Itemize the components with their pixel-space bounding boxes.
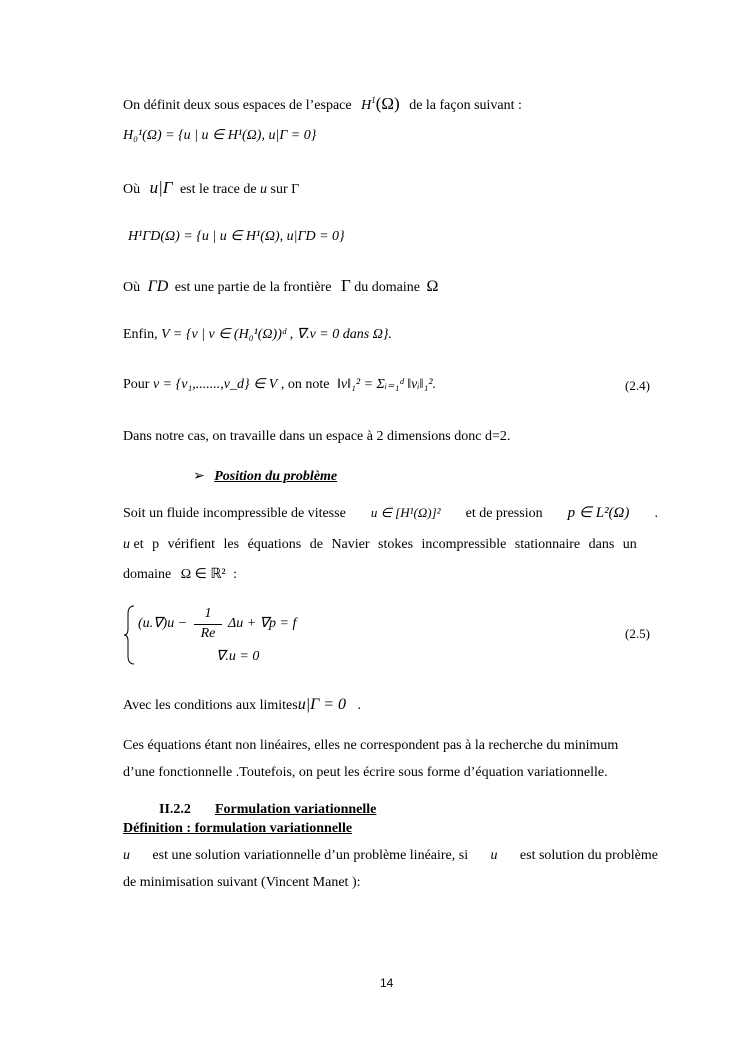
- ou-label: Où: [123, 182, 141, 197]
- system-brace: [122, 604, 136, 671]
- equation-h10: H₀¹(Ω) = {u | u ∈ H¹(Ω), u|Γ = 0}: [123, 128, 317, 143]
- definition-label: Définition :: [123, 821, 192, 836]
- paragraph-gamma-d: [123, 276, 438, 296]
- paragraph-enfin: [123, 326, 392, 343]
- omega-paren: (Ω): [375, 94, 400, 113]
- equation-number-2-5: (2.5): [625, 626, 650, 641]
- period-2: .: [357, 698, 362, 713]
- system-frac-den: Re: [200, 626, 216, 641]
- ou-label-2: Où: [123, 280, 141, 295]
- section-position: [193, 468, 337, 485]
- equation-domain: Ω ∈ ℝ²: [180, 567, 226, 582]
- fluide-text: Soit un fluide incompressible de vitesse: [123, 506, 346, 521]
- u-symbol-3: u: [123, 848, 130, 863]
- u-symbol-4: u: [490, 848, 498, 863]
- enfin-label: Enfin,: [123, 327, 158, 342]
- solution-text-b: est solution du problème: [519, 848, 658, 863]
- equation-p-space: p ∈ L²(Ω): [567, 505, 630, 521]
- equation-boundary: u|Γ = 0: [297, 696, 347, 713]
- system-line-2: ∇.u = 0: [216, 649, 260, 664]
- paragraph-nonlinear-1: Ces équations étant non linéaires, elles ne correspondent pas à la recherche du minimum: [123, 738, 619, 753]
- colon: :: [233, 567, 237, 582]
- u-symbol-2: u: [123, 537, 130, 552]
- u-symbol: u: [260, 182, 268, 197]
- system-line-1-b: Δu + ∇p = f: [228, 616, 297, 631]
- trace-text: est le trace de: [179, 182, 257, 197]
- frontiere-text: est une partie de la frontière: [174, 280, 332, 295]
- paragraph-solution: [123, 848, 658, 864]
- domaine-text: du domaine: [354, 280, 420, 295]
- definition-title: formulation variationnelle: [194, 821, 353, 836]
- equation-v-set: v = {v₁,.......,v_d} ∈ V: [152, 377, 278, 392]
- navier-text: et p vérifient les équations de Navier stokes incompressible stationnaire dans un: [133, 537, 637, 552]
- paragraph-intro: [123, 94, 522, 114]
- omega-symbol: Ω: [426, 278, 439, 295]
- paragraph-conditions: [123, 696, 361, 714]
- paragraph-navier: [123, 537, 658, 553]
- equation-v: V = {v | v ∈ (H₀¹(Ω))ᵈ , ∇.v = 0 dans Ω}.: [161, 327, 392, 342]
- page-number: 14: [380, 976, 394, 990]
- section-222-number: II.2.2: [159, 802, 191, 817]
- intro-text-end: de la façon suivant :: [409, 98, 522, 113]
- equation-number-2-4: (2.4): [625, 378, 650, 393]
- paragraph-pour: [123, 376, 436, 393]
- definition-heading: [123, 821, 352, 837]
- paragraph-trace: [123, 178, 299, 198]
- paragraph-fluide: [123, 503, 658, 522]
- section-222-title: Formulation variationnelle: [215, 802, 377, 817]
- sur-gamma: sur Γ: [270, 182, 300, 197]
- equation-h1gd: H¹ΓD(Ω) = {u | u ∈ H¹(Ω), u|ΓD = 0}: [128, 229, 345, 244]
- solution-text-a: est une solution variationnelle d’un problème linéaire, si: [152, 848, 469, 863]
- u-gamma-symbol: u|Γ: [149, 178, 173, 197]
- paragraph-domaine: [123, 566, 237, 583]
- gamma-d-symbol: ΓD: [147, 278, 169, 295]
- arrow-bullet-icon: ➢: [193, 469, 205, 484]
- pour-label: Pour: [123, 377, 150, 392]
- pression-text: et de pression: [465, 506, 543, 521]
- note-text: , on note: [280, 377, 330, 392]
- paragraph-nonlinear-2: d’une fonctionnelle .Toutefois, on peut les écrire sous forme d’équation variationnelle.: [123, 765, 608, 780]
- gamma-symbol: Γ: [340, 276, 351, 295]
- period: .: [654, 506, 658, 521]
- equation-norm: ‖v‖₁² = Σᵢ₌₁ᵈ ‖vᵢ‖₁².: [336, 377, 437, 392]
- system-line-1-a: (u.∇)u −: [138, 616, 188, 631]
- domaine-label: domaine: [123, 567, 172, 582]
- paragraph-solution-2: de minimisation suivant (Vincent Manet ):: [123, 875, 361, 890]
- left-brace-icon: [122, 604, 136, 666]
- intro-text: On définit deux sous espaces de l’espace: [123, 98, 352, 113]
- conditions-text: Avec les conditions aux limites: [123, 698, 298, 713]
- paragraph-dimensions: Dans notre cas, on travaille dans un espace à 2 dimensions donc d=2.: [123, 429, 511, 444]
- equation-u-space: u ∈ [H¹(Ω)]²: [370, 505, 441, 520]
- system-frac-num: 1: [204, 606, 212, 621]
- section-position-title: Position du problème: [214, 469, 338, 484]
- fraction-bar: [194, 624, 222, 625]
- space-symbol: $H^1$: [361, 95, 376, 113]
